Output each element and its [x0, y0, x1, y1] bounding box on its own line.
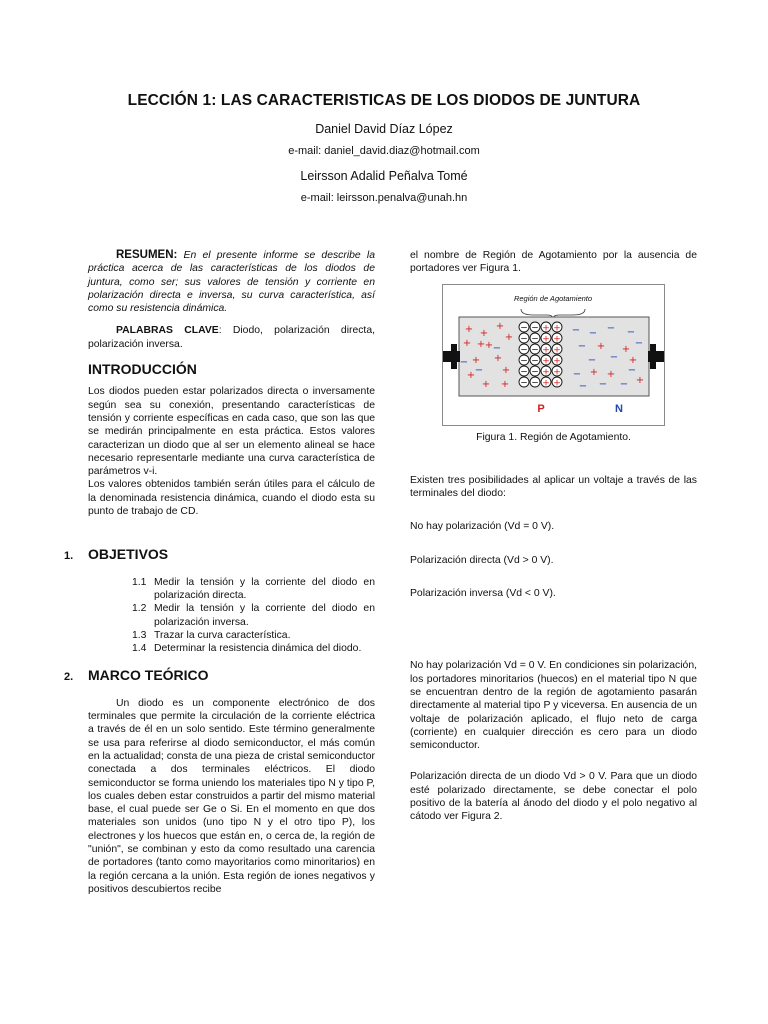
positive-ion-sign: + — [553, 333, 561, 344]
positive-ion-sign: + — [553, 366, 561, 377]
abstract-text: En el presente informe se describe la práctica acerca de las características de los diodos de juntura, como ser; sus valores de tensión y corriente en polarización directa e inversa, su curva característica, así como su resistencia dinámica. — [88, 250, 375, 315]
positive-ion-sign: + — [553, 377, 561, 388]
negative-ion-sign: − — [531, 355, 539, 366]
list-item-number: 1.4 — [132, 643, 147, 655]
hole-carrier: + — [493, 352, 503, 364]
positive-ion-sign: + — [553, 322, 561, 333]
hole-carrier: + — [484, 339, 494, 351]
negative-ion-sign: − — [531, 322, 539, 333]
electron-carrier: − — [634, 337, 644, 349]
intro-paragraph-1: Los diodos pueden estar polarizados directa o inversamente según sea su conexión, presentando características de tensión y corriente específicas en cada caso, que son las que se medirán principalmente en esta práctica. Estos valores caracterizan un diodo que al ser un elemento alineal se hace necesario representarle mediante una curva característica de parámetros v-i. — [88, 386, 375, 478]
negative-ion-sign: − — [520, 322, 528, 333]
left-column — [64, 249, 375, 896]
hole-carrier: + — [596, 340, 606, 352]
abstract — [88, 249, 375, 315]
author-email-1: e-mail: daniel_david.diaz@hotmail.com — [288, 145, 480, 157]
paper-header — [0, 92, 768, 204]
hole-carrier: + — [481, 378, 491, 390]
positive-ion-sign: + — [542, 344, 550, 355]
keywords-text: : Diodo, polarización directa, polarización inversa. — [88, 325, 375, 350]
keywords-heading: PALABRAS CLAVE — [116, 325, 219, 337]
objectives-title: OBJETIVOS — [88, 546, 169, 563]
list-item — [134, 629, 375, 642]
hole-carrier: + — [504, 331, 514, 343]
list-item-number: 1.1 — [132, 576, 147, 588]
list-item-text: Medir la tensión y la corriente del diodo en polarización inversa. — [154, 603, 375, 628]
marco-heading — [64, 667, 375, 684]
author-email-2: e-mail: leirsson.penalva@unah.hn — [300, 192, 468, 204]
keywords — [88, 324, 375, 351]
hole-carrier: + — [621, 343, 631, 355]
right-column — [410, 249, 697, 824]
n-label: N — [615, 402, 623, 415]
electron-carrier: − — [577, 340, 587, 352]
hole-carrier: + — [501, 364, 511, 376]
hole-carrier: + — [628, 354, 638, 366]
list-item-text: Medir la tensión y la corriente del diodo en polarización directa. — [154, 576, 375, 601]
positive-ion-sign: + — [542, 377, 550, 388]
electron-carrier: − — [627, 364, 637, 376]
figure-caption: Figura 1. Región de Agotamiento. — [476, 431, 631, 443]
region-label: Región de Agotamiento — [513, 293, 593, 303]
abstract-heading: RESUMEN: — [116, 249, 178, 261]
negative-ion-sign: − — [520, 333, 528, 344]
list-item-number: 1.3 — [132, 629, 147, 641]
negative-ion-sign: − — [520, 344, 528, 355]
electron-carrier: − — [459, 356, 469, 368]
electron-carrier: − — [606, 322, 616, 334]
negative-ion-sign: − — [520, 366, 528, 377]
electron-carrier: − — [626, 326, 636, 338]
case-reverse-bias: Polarización inversa (Vd < 0 V). — [410, 588, 556, 600]
positive-ion-sign: + — [542, 355, 550, 366]
hole-carrier: + — [500, 378, 510, 390]
positive-ion-sign: + — [553, 355, 561, 366]
intro-paragraph-2: Los valores obtenidos también serán útiles para el cálculo de la denominada resistencia dinámica, cuando el diodo esta su punto de trabajo de CD. — [88, 479, 375, 518]
hole-carrier: + — [466, 369, 476, 381]
electron-carrier: − — [474, 364, 484, 376]
hole-carrier: + — [606, 368, 616, 380]
electron-carrier: − — [598, 378, 608, 390]
hole-carrier: + — [462, 337, 472, 349]
objectives-list — [88, 576, 375, 656]
negative-ion-sign: − — [520, 377, 528, 388]
depletion-region-diagram — [443, 285, 664, 425]
objectives-heading — [64, 546, 375, 563]
anode-contact — [451, 344, 457, 369]
hole-carrier: + — [589, 366, 599, 378]
objectives-number: 1. — [64, 550, 74, 563]
case-no-bias: No hay polarización (Vd = 0 V). — [410, 521, 555, 533]
list-item — [134, 642, 375, 655]
case-forward-bias: Polarización directa (Vd > 0 V). — [410, 554, 554, 566]
intro-heading: INTRODUCCIÓN — [88, 361, 197, 378]
electron-carrier: − — [572, 368, 582, 380]
electron-carrier: − — [587, 354, 597, 366]
negative-ion-sign: − — [531, 333, 539, 344]
continued-paragraph: el nombre de Región de Agotamiento por la ausencia de portadores ver Figura 1. — [410, 250, 697, 275]
possibilities-paragraph: Existen tres posibilidades al aplicar un voltaje a través de las terminales del diodo: — [410, 474, 697, 500]
hole-carrier: + — [635, 374, 645, 386]
cathode-contact — [650, 344, 656, 369]
electron-carrier: − — [578, 380, 588, 392]
negative-ion-sign: − — [531, 377, 539, 388]
author-name-1: Daniel David Díaz López — [315, 122, 453, 136]
list-item-text: Trazar la curva característica. — [154, 629, 291, 641]
figure-1 — [442, 284, 665, 426]
hole-carrier: + — [471, 354, 481, 366]
paper-title: LECCIÓN 1: LAS CARACTERISTICAS DE LOS DIODOS DE JUNTURA — [127, 92, 641, 109]
electron-carrier: − — [609, 351, 619, 363]
electron-carrier: − — [619, 378, 629, 390]
list-item-number: 1.2 — [132, 603, 147, 615]
hole-carrier: + — [476, 338, 486, 350]
list-item — [134, 602, 375, 629]
list-item — [134, 576, 375, 603]
negative-ion-sign: − — [531, 344, 539, 355]
marco-number: 2. — [64, 671, 74, 684]
p-label: P — [537, 402, 545, 415]
electron-carrier: − — [571, 324, 581, 336]
no-bias-paragraph: No hay polarización Vd = 0 V. En condiciones sin polarización, los portadores minoritarios (huecos) en el material tipo N que se encuentran dentro de la región de agotamiento pasarán directamente al material tipo P y viceversa. En ausencia de un voltaje de polarización aplicado, el flujo neto de carga (corriente) en cualquier dirección es cero para un diodo semiconductor. — [410, 660, 697, 752]
hole-carrier: + — [495, 320, 505, 332]
marco-paragraph: Un diodo es un componente electrónico de dos terminales que permite la circulación de la corriente eléctrica a través de él en un solo sentido. Este término generalmente se usa para referirse al diodo semiconductor, el más común en la actualidad; consta de una pieza de cristal semiconductor conectada a dos terminales eléctricos. El diodo semiconductor se forma uniendo los materiales tipo N y tipo P, los cuales deben estar construidos a partir del mismo material base, el cual puede ser Ge o Si. En el momento en que dos materiales son unidos (uno tipo N y el otro tipo P), los electrones y los huecos que están en, o cerca de, la región de "unión", se combinan y esto da como resultado una carencia de portadores (tanto como mayoritarios como minoritarios) en la región cercana a la unión. Esta región de iones negativos y positivos descubiertos recibe — [88, 697, 375, 895]
author-name-2: Leirsson Adalid Peñalva Tomé — [300, 169, 468, 183]
positive-ion-sign: + — [542, 333, 550, 344]
electron-carrier: − — [492, 342, 502, 354]
negative-ion-sign: − — [520, 355, 528, 366]
marco-title: MARCO TEÓRICO — [88, 667, 209, 684]
hole-carrier: + — [464, 323, 474, 335]
negative-ion-sign: − — [531, 366, 539, 377]
positive-ion-sign: + — [553, 344, 561, 355]
positive-ion-sign: + — [542, 366, 550, 377]
positive-ion-sign: + — [542, 322, 550, 333]
forward-bias-paragraph: Polarización directa de un diodo Vd > 0 V. Para que un diodo esté polarizado directamente, se debe conectar el polo positivo de la batería al ánodo del diodo y el polo negativo al cátodo ver Figura 2. — [410, 771, 697, 823]
hole-carrier: + — [479, 327, 489, 339]
list-item-text: Determinar la resistencia dinámica del diodo. — [154, 643, 362, 655]
electron-carrier: − — [588, 327, 598, 339]
